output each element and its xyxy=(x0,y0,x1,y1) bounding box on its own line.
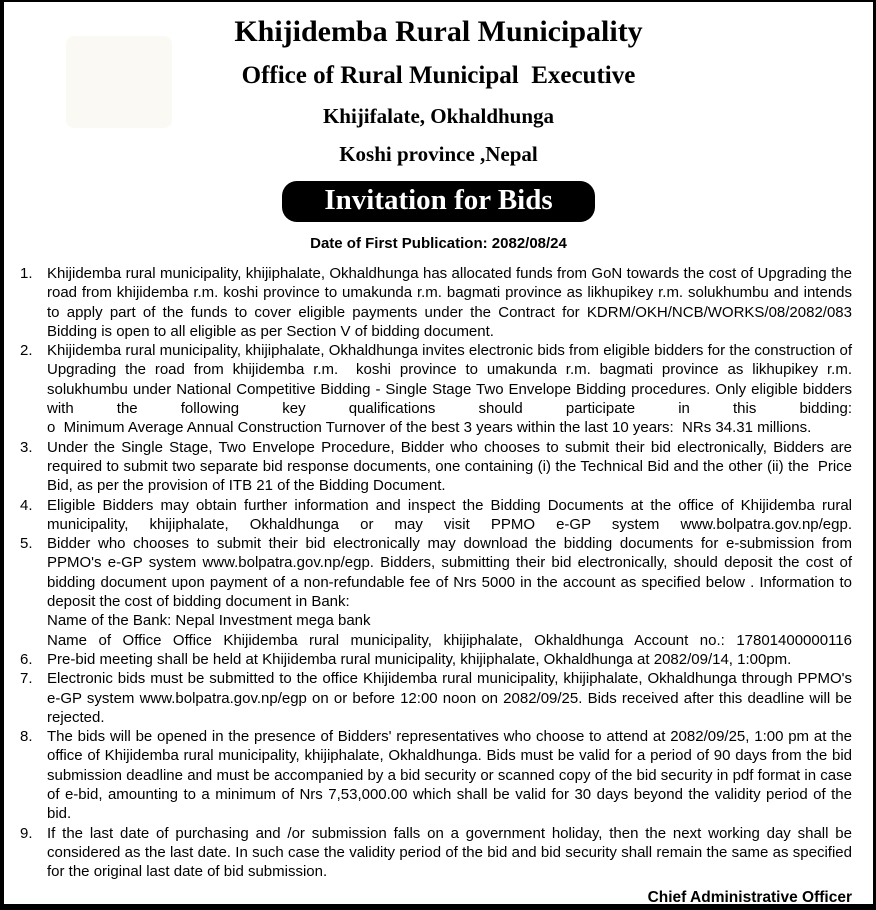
notice-item-5 xyxy=(20,534,852,650)
chief-administrative-officer-signature: Chief Administrative Officer xyxy=(647,888,852,906)
province-subtitle: Koshi province ,Nepal xyxy=(339,142,538,166)
notice-item-1 xyxy=(20,264,852,341)
item-content xyxy=(47,438,852,496)
item-number: 9. xyxy=(20,824,33,842)
item-content xyxy=(47,534,852,650)
item-number: 1. xyxy=(20,265,33,282)
notice-item-2 xyxy=(20,341,852,437)
notice-item-7 xyxy=(20,669,852,727)
notice-item-list xyxy=(20,264,852,882)
municipality-title: Khijidemba Rural Municipality xyxy=(234,15,643,48)
item-number: 6. xyxy=(20,650,33,668)
paragraph: Eligible Bidders may obtain further information and inspect the Bidding Documents at the office of Khijidemba rural municipality, khijiphalate, Okhaldhunga or may visit PPMO e-GP system www.bolpatra.gov.np/egp. xyxy=(47,496,852,533)
paragraph: Bidder who chooses to submit their bid electronically may download the bidding documents for e-submission from PPMO's e-GP system www.bolpatra.gov.np/egp. Bidders, submitting their bid electronically, should deposit the cost of bidding document upon payment of a non-refundable fee of Nrs 5000 in the account as specified below . Information to deposit the cost of bidding document in Bank: xyxy=(47,535,852,611)
item-number: 8. xyxy=(20,728,33,746)
item-content xyxy=(47,824,852,882)
notice-item-8 xyxy=(20,727,852,823)
banner-row xyxy=(4,181,873,222)
notice-item-4 xyxy=(20,496,852,535)
item-number: 5. xyxy=(20,535,33,553)
faded-logo-watermark xyxy=(66,36,172,128)
paragraph: Khijidemba rural municipality, khijiphalate, Okhaldhunga invites electronic bids from eligible bidders for the construction of Upgrading the road from khijidemba r.m. koshi province to umakunda r.m. bagmati province as likhupikey r.m. solukhumbu under National Competitive Bidding - Single Stage Two Envelope Bidding procedures. Only eligible bidders with the following key qualifications should participate in this bidding: xyxy=(47,342,852,418)
notice-item-3 xyxy=(20,438,852,496)
publication-date: Date of First Publication: 2082/08/24 xyxy=(310,235,567,252)
location-subtitle: Khijifalate, Okhaldhunga xyxy=(322,104,555,128)
sub-bullet-turnover: o Minimum Average Annual Construction Turnover of the best 3 years within the last 10 years: NRs 34.31 millions. xyxy=(47,419,812,437)
bank-name-line: Name of the Bank: Nepal Investment mega bank xyxy=(47,612,371,630)
paragraph: Khijidemba rural municipality, khijiphalate, Okhaldhunga has allocated funds from GoN towards the cost of Upgrading the road from khijidemba r.m. koshi province to umakunda r.m. bagmati province as likhupikey r.m. solukhumbu and intends to apply part of the funds to cover eligible payments under the Contract for KDRM/OKH/NCB/WORKS/08/2082/083 Bidding is open to all eligible as per Section V of bidding document. xyxy=(47,265,852,340)
paragraph: Under the Single Stage, Two Envelope Procedure, Bidder who chooses to submit their bid electronically, Bidders are required to submit two separate bid response documents, one containing (i) the Technical Bid and the other (ii) the Price Bid, as per the provision of ITB 21 of the Bidding Document. xyxy=(47,438,852,495)
paragraph: If the last date of purchasing and /or submission falls on a government holiday, then the next working day shall be considered as the last date. In such case the validity period of the bid and bid security shall remain the same as specified for the original last date of bid submission. xyxy=(47,824,852,881)
item-content xyxy=(47,341,852,437)
item-content xyxy=(47,496,852,535)
item-content xyxy=(47,727,852,823)
account-number-line: Name of Office Office Khijidemba rural municipality, khijiphalate, Okhaldhunga Account no.: 17801400000116 xyxy=(47,631,852,649)
invitation-for-bids-banner: Invitation for Bids xyxy=(282,181,594,222)
item-number: 4. xyxy=(20,496,33,514)
paragraph: Pre-bid meeting shall be held at Khijidemba rural municipality, khijiphalate, Okhaldhunga at 2082/09/14, 1:00pm. xyxy=(47,650,792,668)
item-number: 3. xyxy=(20,438,33,456)
item-content xyxy=(47,669,852,727)
item-number: 2. xyxy=(20,342,33,360)
item-content xyxy=(47,650,852,669)
paragraph: Electronic bids must be submitted to the office Khijidemba rural municipality, khijiphalate, Okhaldhunga through PPMO's e-GP system www.bolpatra.gov.np/egp on or before 12:00 noon on 2082/09/25. Bids received after this deadline will be rejected. xyxy=(47,670,852,726)
paragraph: The bids will be opened in the presence of Bidders' representatives who choose to attend at 2082/09/25, 1:00 pm at the office of Khijidemba rural municipality, khijiphalate, Okhaldhunga. Bids must be valid for a period of 90 days from the bid submission deadline and must be accompanied by a bid security or scanned copy of the bid security in pdf format in case of e-bid, amounting to a minimum of Nrs 7,53,000.00 which shall be valid for 30 days beyond the validity period of the bid. xyxy=(47,728,852,823)
office-subtitle: Office of Rural Municipal Executive xyxy=(241,62,636,89)
notice-item-9 xyxy=(20,824,852,882)
notice-item-6 xyxy=(20,650,852,669)
item-number: 7. xyxy=(20,670,33,688)
item-content xyxy=(47,264,852,341)
